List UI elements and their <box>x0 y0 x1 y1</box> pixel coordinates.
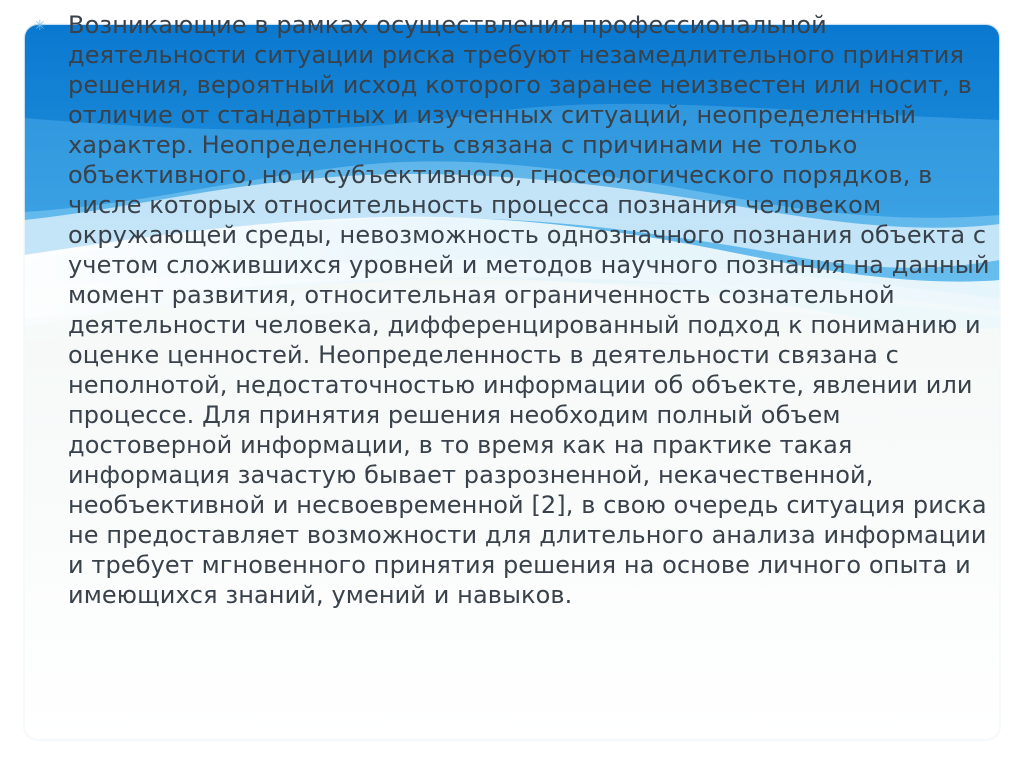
main-paragraph: Возникающие в рамках осуществления профессиональной деятельности ситуации риска требуют незамедлительного принятия решения, вероятный исход которого заранее неизвестен или носит, в отличие от стандартных и изученных ситуаций, неопределенный характер. Неопределенность связана с причинами не только объективного, но и субъективного, гносеологического порядков, в числе которых относительность процесса познания человеком окружающей среды, невозможность однозначного познания объекта с учетом сложившихся уровней и методов научного познания на данный момент развития, относительная ограниченность сознательной деятельности человека, дифференцированный подход к пониманию и оценке ценностей. Неопределенность в деятельности связана с неполнотой, недостаточностью информации об объекте, явлении или процессе. Для принятия решения необходим полный объем достоверной информации, в то время как на практике такая информация зачастую бывает разрозненной, некачественной, необъективной и несвоевременной [2], в свою очередь ситуация риска не предоставляет возможности для длительного анализа информации и требует мгновенного принятия решения на основе личного опыта и имеющихся знаний, умений и навыков. <box>68 11 990 609</box>
sparkle-icon: ✳ <box>34 18 46 34</box>
